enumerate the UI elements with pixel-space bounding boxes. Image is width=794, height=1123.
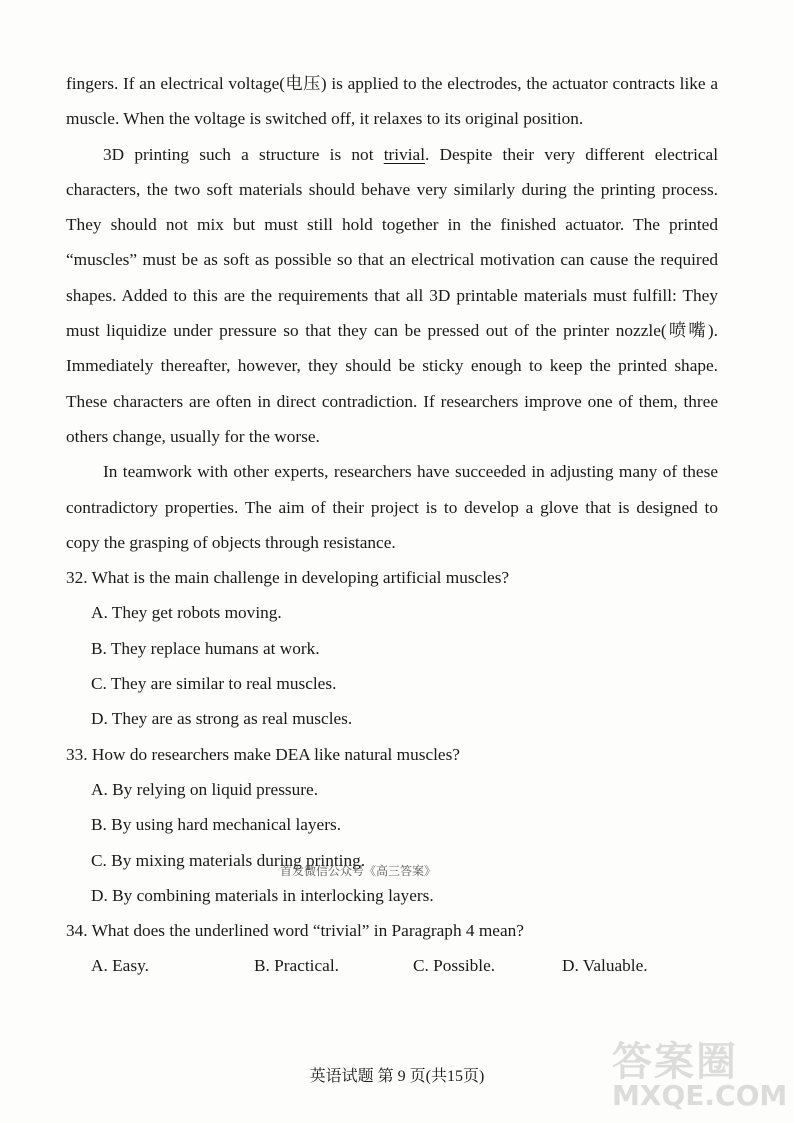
watermark-logo	[612, 1030, 788, 1112]
question-34-options	[91, 948, 718, 983]
option-32-b: B. They replace humans at work.	[91, 638, 320, 658]
watermark-en: MXQE.COM	[612, 1079, 788, 1112]
paragraph-4	[66, 137, 718, 455]
watermark-cn: 答案圈	[612, 1039, 738, 1085]
paragraph-continued: fingers. If an electrical voltage(电压) is applied to the electrodes, the actuator contracts like a muscle. When the voltage is switched off, it relaxes to its original position.	[66, 74, 718, 129]
paragraph-5: In teamwork with other experts, researchers have succeeded in adjusting many of these contradictory properties. The aim of their project is to develop a glove that is designed to copy the grasping of objects through resistance.	[66, 462, 718, 552]
option-32-d: D. They are as strong as real muscles.	[91, 709, 353, 729]
question-33: 33. How do researchers make DEA like natural muscles?	[66, 744, 460, 764]
option-34-d: D. Valuable.	[562, 956, 648, 976]
option-33-c: C. By mixing materials during printing.	[91, 850, 366, 870]
option-33-d: D. By combining materials in interlocking layers.	[91, 885, 434, 905]
question-32: 32. What is the main challenge in developing artificial muscles?	[66, 568, 510, 588]
underlined-word: trivial	[383, 144, 425, 164]
option-33-b: B. By using hard mechanical layers.	[91, 815, 342, 835]
option-34-c: C. Possible.	[413, 956, 496, 976]
paragraph-4-after: . Despite their very different electrical characters, the two soft materials should behave very similarly during the printing process. They should not mix but must still hold together in the finished actuator. The printed “muscles” must be as soft as possible so that an electrical motivation can cause the required shapes. Added to this are the requirements that all 3D printable materials must fulfill: They must liquidize under pressure so that they can be pressed out of the printer nozzle(喷嘴). Immediately thereafter, however, they should be sticky enough to keep the printed shape. These characters are often in direct contradiction. If researchers improve one of them, three others change, usually for the worse.	[66, 144, 719, 446]
wechat-stamp: 首发微信公众号《高三答案》	[280, 864, 437, 878]
page-footer: 英语试题 第 9 页(共15页)	[309, 1068, 485, 1085]
option-33-a: A. By relying on liquid pressure.	[91, 779, 319, 799]
paragraph-4-before: 3D printing such a structure is not	[103, 144, 384, 164]
question-34: 34. What does the underlined word “trivial” in Paragraph 4 mean?	[66, 921, 524, 941]
option-32-c: C. They are similar to real muscles.	[91, 674, 337, 694]
page-body	[66, 66, 718, 984]
option-32-a: A. They get robots moving.	[91, 603, 282, 623]
option-34-b: B. Practical.	[254, 956, 339, 976]
option-34-a: A. Easy.	[91, 956, 149, 976]
